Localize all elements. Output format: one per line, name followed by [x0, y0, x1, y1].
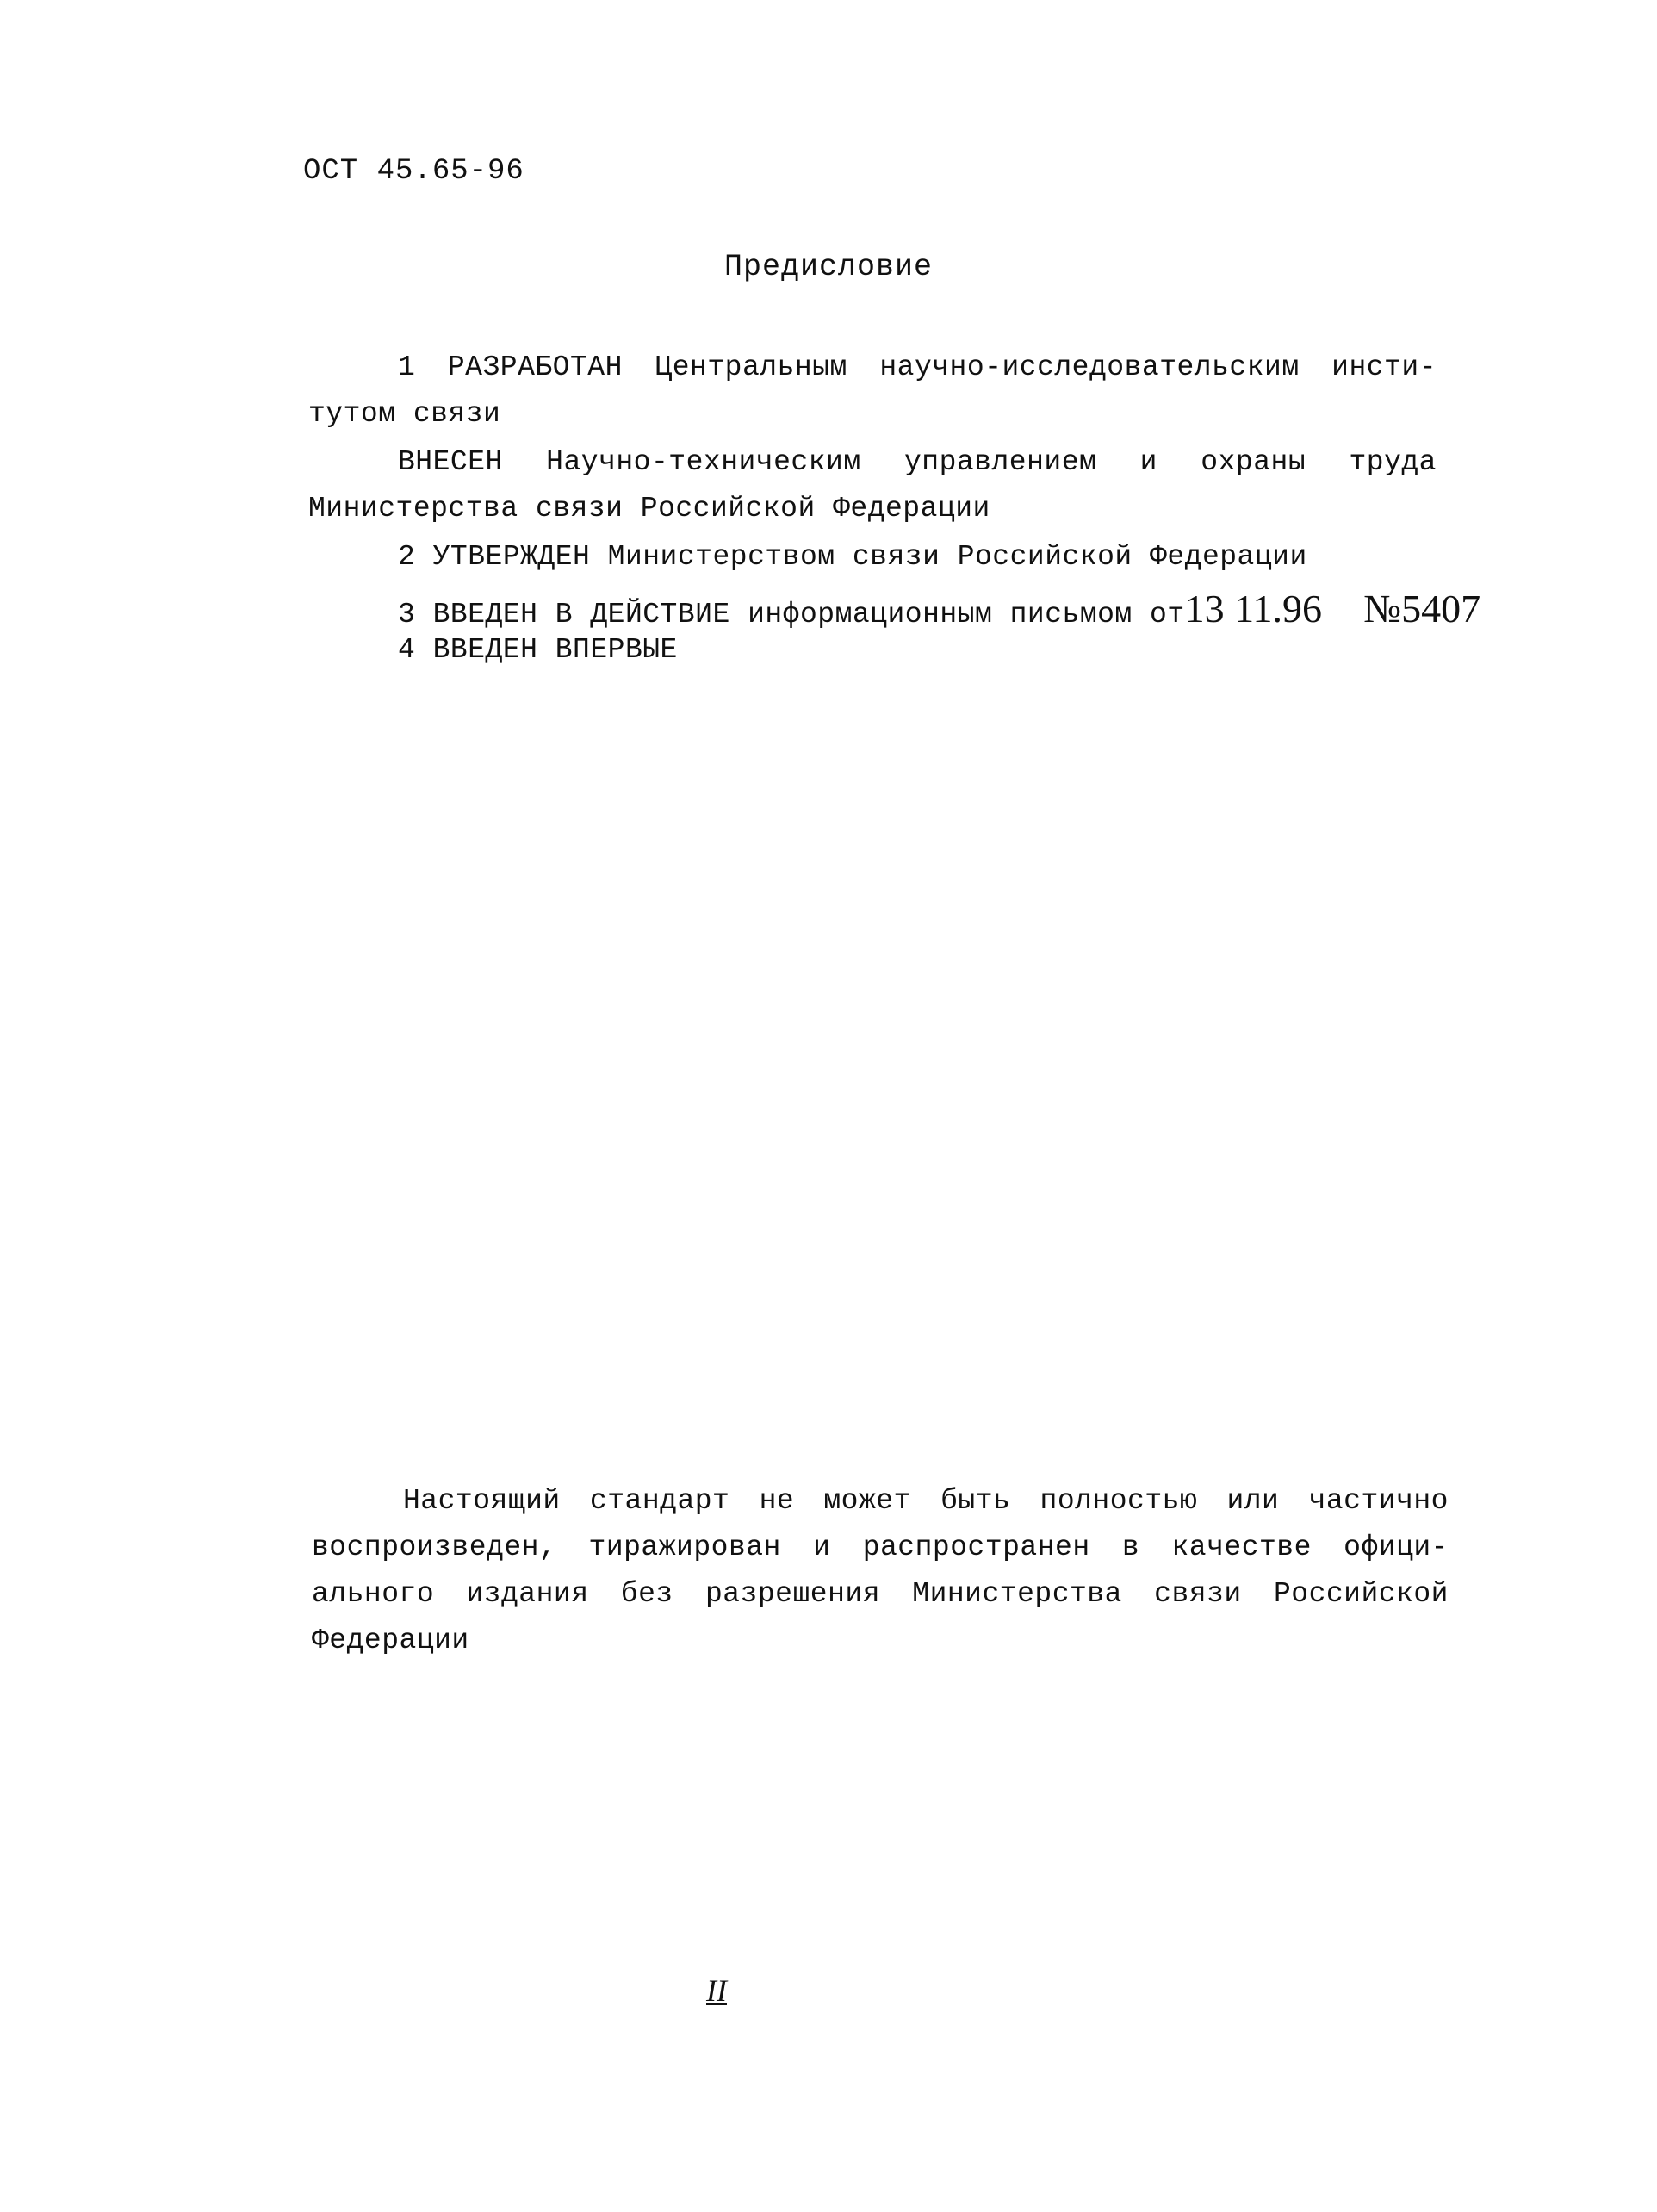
preface-introduced-line-1: ВНЕСЕН Научно-техническим управлением и охраны труда: [398, 446, 1437, 478]
notice-line-4: Федерации: [312, 1625, 469, 1656]
notice-line-3: ального издания без разрешения Министерства связи Российской: [312, 1578, 1449, 1610]
preface-item-2: 2 УТВЕРЖДЕН Министерством связи Российской Федерации: [398, 541, 1307, 573]
notice-line-2: воспроизведен, тиражирован и распространен в качестве офици-: [312, 1532, 1449, 1563]
preface-item-3: [398, 586, 1480, 631]
preface-item-4: 4 ВВЕДЕН ВПЕРВЫЕ: [398, 634, 678, 666]
handwritten-date: 13 11.96: [1184, 587, 1322, 631]
document-code: ОСТ 45.65-96: [303, 155, 524, 188]
notice-line-1: Настоящий стандарт не может быть полностью или частично: [403, 1485, 1449, 1517]
page-number: II: [706, 1973, 727, 2008]
handwritten-letter-number: №5407: [1363, 587, 1481, 631]
preface-item-1-line-2: тутом связи: [308, 398, 501, 430]
preface-title: Предисловие: [723, 250, 934, 284]
preface-item-1-line-1: 1 РАЗРАБОТАН Центральным научно-исследовательским инсти-: [398, 351, 1437, 383]
preface-item-3-text: 3 ВВЕДЕН В ДЕЙСТВИЕ информационным письмом от: [398, 599, 1185, 631]
preface-introduced-line-2: Министерства связи Российской Федерации: [308, 493, 990, 525]
